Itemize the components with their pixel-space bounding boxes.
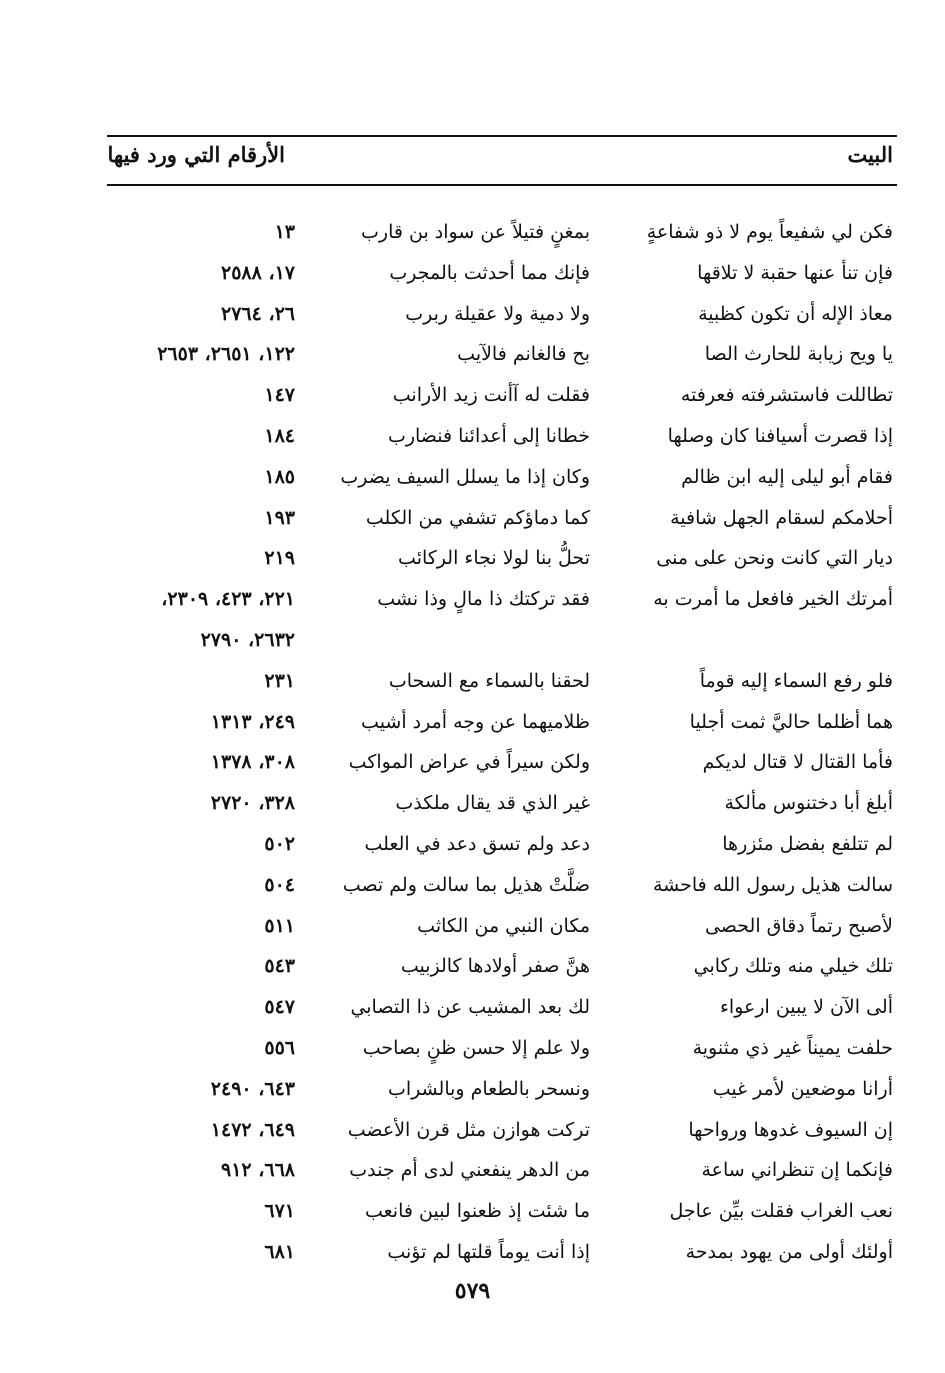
table-row (0, 579, 945, 620)
verse-first-hemistich: فكن لي شفيعاً يوم لا ذو شفاعةٍ (646, 221, 893, 243)
verse-first-hemistich: يا ويح زيابة للحارث الصا (704, 343, 893, 366)
table-row (0, 253, 945, 294)
verse-reference-numbers: ٣٠٨، ١٣٧٨ (210, 751, 295, 774)
verse-first-hemistich: معاذ الإله أن تكون كظبية (698, 302, 893, 325)
verse-index-table (0, 212, 945, 1273)
verse-first-hemistich: لأصبح رتماً دقاق الحصى (704, 914, 893, 937)
verse-reference-numbers: ٢٢١، ٤٢٣، ٢٣٠٩، (161, 588, 295, 611)
verse-reference-numbers: ٢٣١ (264, 669, 295, 692)
table-row (0, 1110, 945, 1151)
verse-first-hemistich: تلك خيلي منه وتلك ركابي (693, 955, 893, 978)
verse-first-hemistich: فقام أبو ليلى إليه ابن ظالم (681, 465, 893, 488)
verse-second-hemistich: لك بعد المشيب عن ذا التصابي (350, 996, 590, 1019)
table-row (0, 783, 945, 824)
table-row (0, 212, 945, 253)
table-row (0, 1191, 945, 1232)
verse-second-hemistich: غير الذي قد يقال ملكذب (395, 792, 590, 815)
table-row (0, 906, 945, 947)
verse-first-hemistich: هما أظلما حاليَّ ثمت أجليا (689, 710, 893, 733)
table-row (0, 702, 945, 743)
verse-first-hemistich: أمرتك الخير فافعل ما أمرت به (653, 588, 893, 611)
table-row (0, 498, 945, 539)
verse-second-hemistich: دعد ولم تسق دعد في العلب (364, 832, 590, 855)
verse-reference-numbers: ٥٤٧ (264, 996, 295, 1019)
verse-first-hemistich: فإن تنأ عنها حقبة لا تلاقها (697, 261, 893, 284)
verse-second-hemistich: خطانا إلى أعدائنا فنضارب (387, 424, 590, 447)
verse-reference-numbers: ١٢٢، ٢٦٥١، ٢٦٥٣ (157, 343, 295, 366)
verse-first-hemistich: أحلامكم لسقام الجهل شافية (670, 506, 893, 529)
table-row (0, 987, 945, 1028)
column-header-bayt: البيت (847, 142, 893, 167)
verse-reference-numbers: ١٨٥ (264, 465, 295, 488)
table-row (0, 457, 945, 498)
verse-reference-numbers: ٢٦٣٢، ٢٧٩٠ (200, 628, 295, 651)
verse-reference-numbers: ٦٨١ (264, 1240, 295, 1263)
verse-reference-numbers: ٢٤٩، ١٣١٣ (210, 710, 295, 733)
verse-reference-numbers: ٦٤٣، ٢٤٩٠ (210, 1077, 295, 1100)
verse-second-hemistich: ظلاميهما عن وجه أمرد أشيب (361, 710, 590, 733)
verse-second-hemistich: ما شئت إذ ظعنوا لبين فانعب (364, 1200, 590, 1223)
verse-second-hemistich: فإنك مما أحدثت بالمجرب (389, 261, 590, 284)
verse-first-hemistich: فلو رفع السماء إليه قوماً (699, 669, 893, 692)
verse-second-hemistich: وكان إذا ما يسلل السيف يضرب (340, 465, 590, 488)
verse-reference-numbers: ٥٥٦ (264, 1036, 295, 1059)
table-row (0, 824, 945, 865)
table-row (0, 946, 945, 987)
verse-second-hemistich: من الدهر ينفعني لدى أم جندب (349, 1159, 590, 1182)
verse-reference-numbers: ٥٤٣ (264, 955, 295, 978)
verse-second-hemistich: فقلت له آأنت زيد الأرانب (392, 384, 590, 407)
verse-second-hemistich: ولا دمية ولا عقيلة ربرب (405, 302, 590, 325)
verse-first-hemistich: فإنكما إن تنظراني ساعة (701, 1159, 893, 1182)
verse-first-hemistich: لم تتلفع بفضل مئزرها (722, 832, 893, 855)
verse-reference-numbers: ٥٠٤ (264, 873, 295, 896)
header-bottom-rule (107, 184, 897, 186)
verse-reference-numbers: ١٣ (274, 221, 295, 243)
table-row (0, 865, 945, 906)
table-row (0, 416, 945, 457)
verse-second-hemistich: كما دماؤكم تشفي من الكلب (365, 506, 590, 529)
verse-second-hemistich: ونسحر بالطعام وبالشراب (387, 1077, 590, 1100)
verse-first-hemistich: سالت هذيل رسول الله فاحشة (653, 873, 893, 896)
verse-second-hemistich: ضلَّتْ هذيل بما سالت ولم تصب (342, 873, 590, 896)
verse-reference-numbers: ٦٤٩، ١٤٧٢ (210, 1118, 295, 1141)
verse-reference-numbers: ١٨٤ (264, 424, 295, 447)
table-row (0, 375, 945, 416)
verse-second-hemistich: لحقنا بالسماء مع السحاب (388, 669, 590, 692)
verse-second-hemistich: ولكن سيراً في عراض المواكب (348, 751, 590, 774)
verse-first-hemistich: نعب الغراب فقلت بيِّن عاجل (669, 1200, 893, 1223)
verse-reference-numbers: ٦٦٨، ٩١٢ (221, 1159, 295, 1182)
verse-second-hemistich: إذا أنت يوماً قلتها لم تؤنب (387, 1240, 590, 1263)
verse-reference-numbers: ١٧، ٢٥٨٨ (221, 261, 295, 284)
table-row (0, 661, 945, 702)
verse-reference-numbers: ٣٢٨، ٢٧٢٠ (210, 792, 295, 815)
verse-first-hemistich: حلفت يميناً غير ذي مثنوية (692, 1036, 893, 1059)
verse-first-hemistich: إذا قصرت أسيافنا كان وصلها (667, 424, 893, 447)
verse-first-hemistich: أبلغ أبا دختنوس مألكة (724, 792, 893, 815)
verse-first-hemistich: ألى الآن لا يبين ارعواء (719, 996, 893, 1019)
table-row (0, 294, 945, 335)
table-row (0, 1028, 945, 1069)
table-row (0, 1232, 945, 1273)
table-row (0, 742, 945, 783)
verse-reference-numbers: ٢٦، ٢٧٦٤ (221, 302, 295, 325)
verse-second-hemistich: بح فالغانم فالآيب (457, 343, 590, 366)
header-top-rule (107, 135, 897, 137)
verse-reference-numbers: ١٩٣ (264, 506, 295, 529)
table-row (0, 1150, 945, 1191)
table-row (0, 620, 945, 661)
table-row (0, 538, 945, 579)
verse-reference-numbers: ٦٧١ (264, 1200, 295, 1223)
verse-reference-numbers: ٢١٩ (264, 547, 295, 570)
column-header-numbers: الأرقام التي ورد فيها (107, 142, 285, 167)
verse-second-hemistich: تركت هوازن مثل قرن الأعضب (347, 1118, 590, 1141)
verse-second-hemistich: ولا علم إلا حسن ظنٍ بصاحب (362, 1036, 590, 1059)
verse-second-hemistich: بمغنٍ فتيلاً عن سواد بن قارب (361, 221, 590, 243)
table-row (0, 334, 945, 375)
table-row (0, 1069, 945, 1110)
verse-second-hemistich: هنَّ صفر أولادها كالزبيب (400, 955, 590, 978)
verse-reference-numbers: ٥٠٢ (264, 832, 295, 855)
page-number: ٥٧٩ (454, 1278, 491, 1304)
verse-first-hemistich: ديار التي كانت ونحن على منى (656, 547, 893, 570)
verse-first-hemistich: تطاللت فاستشرفته فعرفته (680, 384, 893, 407)
verse-second-hemistich: تحلُّ بنا لولا نجاء الركائب (398, 547, 590, 570)
verse-first-hemistich: أولئك أولى من يهود بمدحة (685, 1240, 893, 1263)
verse-reference-numbers: ٥١١ (264, 914, 295, 937)
verse-first-hemistich: أرانا موضعين لأمر غيب (712, 1077, 893, 1100)
verse-second-hemistich: مكان النبي من الكاثب (417, 914, 590, 937)
verse-reference-numbers: ١٤٧ (264, 384, 295, 407)
verse-second-hemistich: فقد تركتك ذا مالٍ وذا نشب (377, 588, 590, 611)
verse-first-hemistich: فأما القتال لا قتال لديكم (702, 751, 893, 774)
verse-first-hemistich: إن السيوف غدوها ورواحها (688, 1118, 893, 1141)
